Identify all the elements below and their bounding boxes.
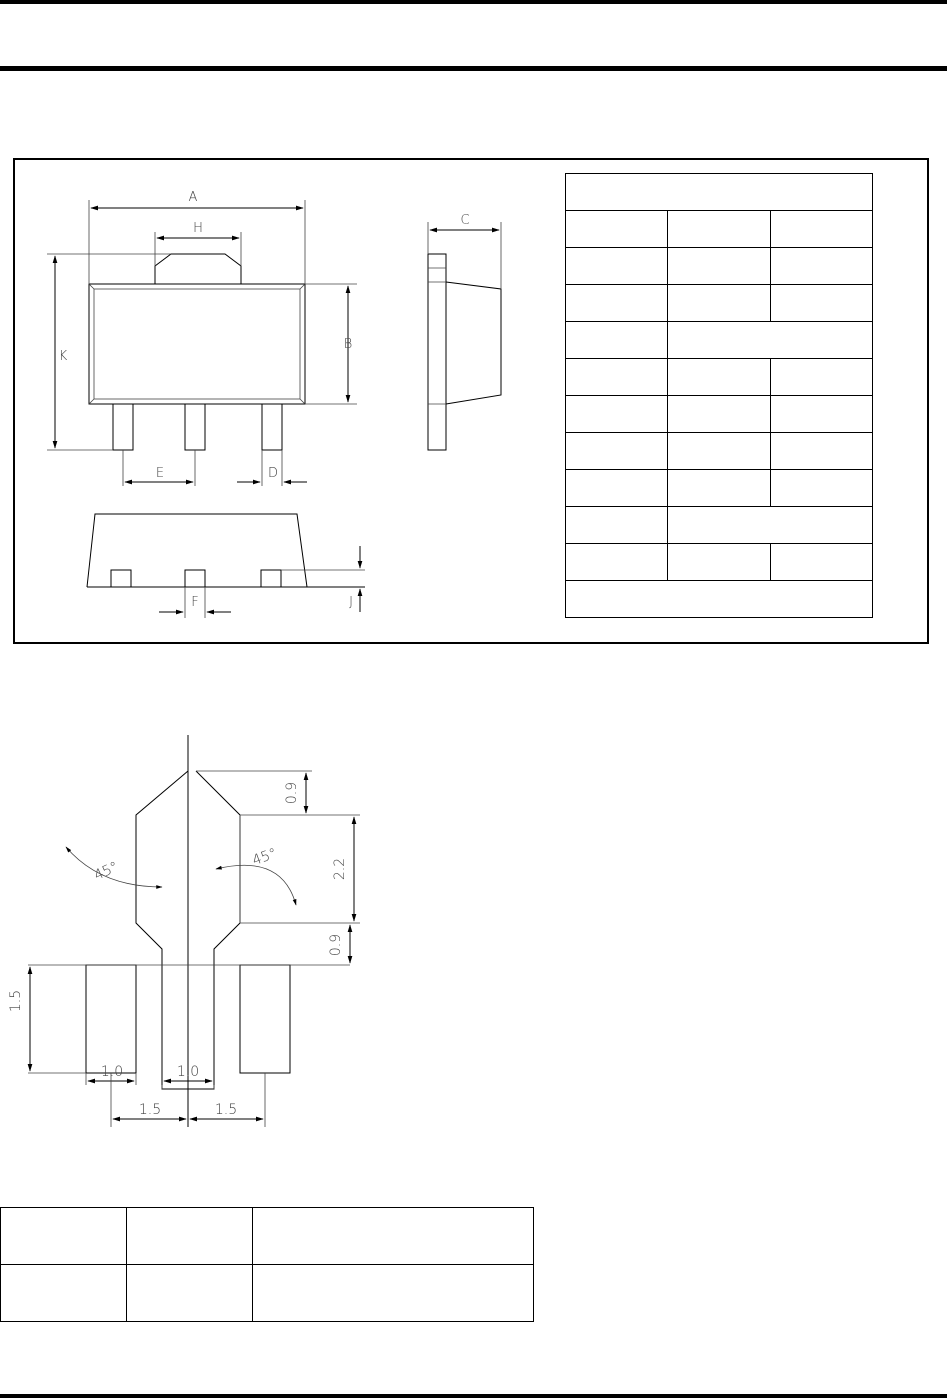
header-rule-bottom — [0, 66, 947, 71]
pad-left — [86, 965, 136, 1073]
dim-label-c: C — [460, 213, 470, 228]
table-row — [566, 359, 873, 396]
table-row — [566, 433, 873, 470]
package-outline-drawing — [15, 160, 555, 642]
label-angle-right: 45° — [250, 845, 280, 870]
table-row — [1, 1208, 534, 1265]
header-rule-top — [0, 0, 947, 4]
footer-rule — [0, 1394, 947, 1398]
table-row — [1, 1265, 534, 1322]
table-row — [566, 507, 873, 544]
label-tab-height: 2.2 — [332, 857, 348, 881]
dim-label-d: D — [267, 466, 279, 481]
table-row — [566, 322, 873, 359]
side-view — [428, 254, 501, 450]
label-pad-width-left: 1.0 — [100, 1064, 124, 1080]
dim-label-a: A — [188, 190, 198, 205]
dim-label-e: E — [155, 466, 165, 481]
dim-label-k: K — [58, 349, 68, 364]
label-pad-width-right: 1.0 — [176, 1064, 200, 1080]
table-row — [566, 248, 873, 285]
table-row — [566, 470, 873, 507]
dim-label-h: H — [193, 221, 203, 236]
label-angle-left: 45° — [91, 858, 121, 884]
top-view — [89, 254, 305, 450]
table-row — [566, 211, 873, 248]
label-tab-top-chamfer: 0.9 — [284, 781, 300, 805]
dimension-table — [565, 173, 873, 618]
label-pitch-left: 1.5 — [138, 1102, 162, 1118]
label-pitch-right: 1.5 — [214, 1102, 238, 1118]
footprint-drawing — [0, 735, 400, 1135]
table-row — [566, 174, 873, 211]
pad-right — [240, 965, 290, 1073]
dim-label-j: J — [349, 595, 353, 610]
label-pad-height: 1.5 — [8, 989, 24, 1013]
label-tab-bottom-chamfer: 0.9 — [328, 933, 344, 957]
dim-label-b: B — [343, 337, 353, 352]
marking-table — [0, 1207, 534, 1322]
table-row — [566, 285, 873, 322]
dim-label-f: F — [191, 595, 199, 610]
table-row — [566, 581, 873, 618]
table-row — [566, 396, 873, 433]
front-view — [87, 514, 365, 587]
table-row — [566, 544, 873, 581]
